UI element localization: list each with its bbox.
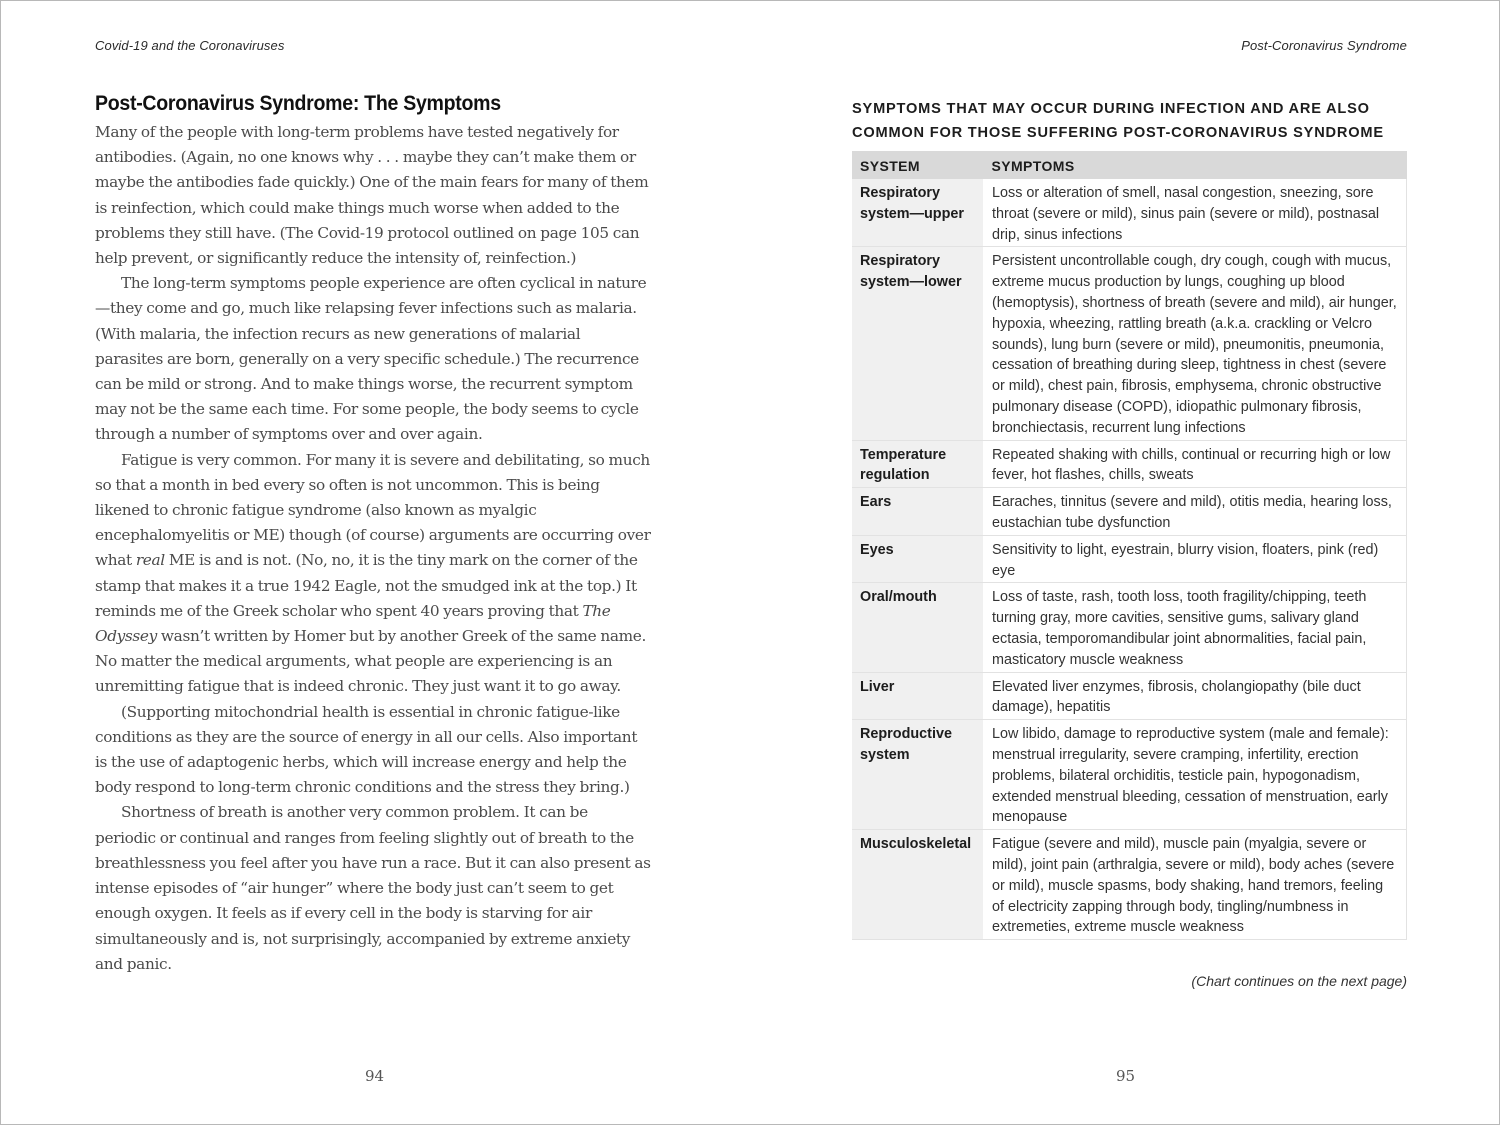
table-row (852, 583, 1407, 672)
text-run: Fatigue is very common. For many it is severe and debilitating, so much so that a month in bed every so often is not uncommon. This is being likened to chronic fatigue syndrome (also known as myalgic encephalomyelitis or ME) though (of course) arguments are occurring over what (95, 450, 651, 570)
paragraph-fatigue (95, 448, 651, 700)
system-cell: Eyes (852, 535, 984, 583)
table-header-row (852, 151, 1407, 179)
system-cell: Oral/mouth (852, 583, 984, 672)
symptoms-cell: Persistent uncontrollable cough, dry cough, cough with mucus, extreme mucus production by lungs, coughing up blood (hemoptysis), shortness of breath (severe and mild), air hunger, hypoxia, wheezing, rattling breath (a.k.a. crackling or Velcro sounds), lung burn (severe or mild), pneumonitis, pneumonia, cessation of breathing during sleep, tightness in chest (severe or mild), chest pain, fibrosis, emphysema, chronic obstructive pulmonary disease (COPD), idiopathic pulmonary fibrosis, bronchiectasis, recurrent lung infections (984, 247, 1407, 440)
page-number-left: 94 (365, 1067, 385, 1085)
symptoms-cell: Loss or alteration of smell, nasal congestion, sneezing, sore throat (severe or mild), sinus pain (severe or mild), postnasal drip, sinus infections (984, 179, 1407, 247)
table-row (852, 672, 1407, 720)
symptoms-cell: Low libido, damage to reproductive system (male and female): menstrual irregularity, severe cramping, infertility, erection problems, bilateral orchiditis, testicle pain, hypogonadism, extended menstrual bleeding, cessation of menstruation, early menopause (984, 720, 1407, 830)
system-cell: Ears (852, 488, 984, 536)
system-cell: Liver (852, 672, 984, 720)
symptoms-cell: Repeated shaking with chills, continual or recurring high or low fever, hot flashes, chills, sweats (984, 440, 1407, 488)
table-row (852, 535, 1407, 583)
table-row (852, 830, 1407, 940)
table-row (852, 247, 1407, 440)
text-run: wasn’t written by Homer but by another Greek of the same name. No matter the medical arguments, what people are experiencing is an unremitting fatigue that is indeed chronic. They just want it to go away. (95, 627, 647, 696)
table-row (852, 440, 1407, 488)
symptoms-table (852, 151, 1407, 940)
symptoms-cell: Fatigue (severe and mild), muscle pain (myalgia, severe or mild), joint pain (arthralgia, severe or mild), body aches (severe or mild), muscle spasms, body shaking, hand tremors, feeling of electricity zapping through body, tingling/numbness in extremeties, extreme muscle weakness (984, 830, 1407, 940)
symptoms-cell: Elevated liver enzymes, fibrosis, cholangiopathy (bile duct damage), hepatitis (984, 672, 1407, 720)
symptoms-cell: Loss of taste, rash, tooth loss, tooth fragility/chipping, teeth turning gray, more cavities, sensitive gums, salivary gland ectasia, temporomandibular joint abnormalities, facial pain, masticatory muscle weakness (984, 583, 1407, 672)
symptoms-cell: Sensitivity to light, eyestrain, blurry vision, floaters, pink (red) eye (984, 535, 1407, 583)
paragraph-cyclical: The long-term symptoms people experience are often cyclical in nature—they come and go, much like relapsing fever infections such as malaria. (With malaria, the infection recurs as new generations of malarial parasites are born, generally on a very specific schedule.) The recurrence can be mild or strong. And to make things worse, the recurrent symptom may not be the same each time. For some people, the body seems to cycle through a number of symptoms over and over again. (95, 274, 647, 444)
right-page (751, 1, 1500, 1126)
page-number-right: 95 (1116, 1067, 1136, 1085)
text-run: ME is and is not. (No, no, it is the tiny mark on the corner of the stamp that makes it a true 1942 Eagle, not the smudged ink at the top.) It reminds me of the Greek scholar who spent 40 years proving that (95, 551, 638, 620)
running-head-right: Post-Coronavirus Syndrome (1241, 38, 1407, 53)
emphasis-real: real (135, 551, 165, 570)
body-text (95, 120, 651, 977)
system-cell: Respiratory system—upper (852, 179, 984, 247)
emphasis-the-odyssey: The Odyssey (95, 601, 611, 646)
system-cell: Reproductive system (852, 720, 984, 830)
left-page (1, 1, 751, 1126)
symptoms-cell: Earaches, tinnitus (severe and mild), otitis media, hearing loss, eustachian tube dysfunction (984, 488, 1407, 536)
system-cell: Musculoskeletal (852, 830, 984, 940)
running-head-left: Covid-19 and the Coronaviruses (95, 38, 285, 53)
table-continuation-note: (Chart continues on the next page) (1191, 973, 1407, 989)
section-title: Post-Coronavirus Syndrome: The Symptoms (95, 92, 501, 115)
paragraph-antibodies: Many of the people with long-term problems have tested negatively for antibodies. (Again, no one knows why . . . maybe they can’t make them or maybe the antibodies fade quickly.) One of the main fears for many of them is reinfection, which could make things much worse when added to the problems they still have. (The Covid-19 protocol outlined on page 105 can help prevent, or significantly reduce the intensity of, reinfection.) (95, 123, 649, 268)
paragraph-shortness-of-breath: Shortness of breath is another very common problem. It can be periodic or continual and ranges from feeling slightly out of breath to the breathlessness you feel after you have run a race. But it can also present as intense episodes of “air hunger” where the body just can’t seem to get enough oxygen. It feels as if every cell in the body is starving for air simultaneously and is, not surprisingly, accompanied by extreme anxiety and panic. (95, 803, 651, 973)
table-row (852, 488, 1407, 536)
table-title: SYMPTOMS THAT MAY OCCUR DURING INFECTION AND ARE ALSO COMMON FOR THOSE SUFFERING POST-CORONAVIRUS SYNDROME (852, 101, 1384, 141)
column-header-system: SYSTEM (852, 151, 984, 179)
system-cell: Temperature regulation (852, 440, 984, 488)
system-cell: Respiratory system—lower (852, 247, 984, 440)
column-header-symptoms: SYMPTOMS (984, 151, 1407, 179)
table-row (852, 720, 1407, 830)
paragraph-mitochondrial: (Supporting mitochondrial health is essential in chronic fatigue-like conditions as they are the source of energy in all our cells. Also important is the use of adaptogenic herbs, which will increase energy and help the body respond to long-term chronic conditions and the stress they bring.) (95, 702, 638, 797)
table-row (852, 179, 1407, 247)
